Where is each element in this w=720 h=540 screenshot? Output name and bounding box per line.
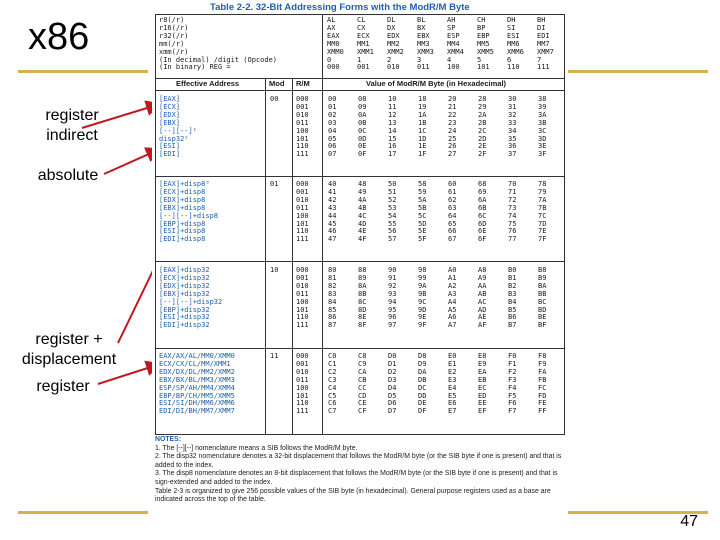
- label-register: register: [36, 378, 90, 395]
- header-rm: R/M: [296, 79, 310, 88]
- header-effective-address: Effective Address: [176, 79, 240, 88]
- label-line: register: [45, 107, 99, 124]
- note-item: 2. The disp32 nomenclature denotes a 32-bit displacement that follows the ModR/M byte (or the SIB byte if one is present) and that is added to the index.: [155, 453, 562, 469]
- hex-column: 10 11 12 13 14 15 16 17: [388, 95, 397, 159]
- hex-column: 58 59 5A 5B 5C 5D 5E 5F: [418, 180, 427, 244]
- hex-column: A0 A1 A2 A3 A4 A5 A6 A7: [448, 266, 457, 330]
- note-item: 3. The disp8 nomenclature denotes an 8-bit displacement that follows the ModR/M byte (or the SIB byte if one is present) and that is sign-extended and added to the index.: [155, 470, 558, 486]
- modrm-table: [155, 14, 565, 435]
- group-mod: 01: [270, 180, 279, 188]
- header-mod: Mod: [269, 79, 285, 88]
- hex-column: 80 81 82 83 84 85 86 87: [328, 266, 337, 330]
- modrm-table-document: [152, 0, 565, 540]
- table-rule: [156, 348, 564, 349]
- hex-column: 40 41 42 43 44 45 46 47: [328, 180, 337, 244]
- hex-column: 18 19 1A 1B 1C 1D 1E 1F: [418, 95, 427, 159]
- hex-column: 70 71 72 73 74 75 76 77: [508, 180, 517, 244]
- hex-column: 00 01 02 03 04 05 06 07: [328, 95, 337, 159]
- group-rm: 000 001 010 011 100 101 110 111: [296, 352, 309, 416]
- group-mod: 00: [270, 95, 279, 103]
- group-addresses: [EAX] [ECX] [EDX] [EBX] [--][--]¹ disp32² [ESI] [EDI]: [159, 95, 197, 159]
- hex-column: 30 31 32 33 34 35 36 37: [508, 95, 517, 159]
- hex-column: D8 D9 DA DB DC DD DE DF: [418, 352, 427, 416]
- table-rule: [156, 176, 564, 177]
- hex-column: E8 E9 EA EB EC ED EE EF: [478, 352, 487, 416]
- table-rule: [322, 15, 323, 434]
- group-addresses: [EAX]+disp8³ [ECX]+disp8 [EDX]+disp8 [EBX]+disp8 [--][--]+disp8 [EBP]+disp8 [ESI]+disp8 [EDI]+disp8: [159, 180, 219, 244]
- hex-column: B0 B1 B2 B3 B4 B5 B6 B7: [508, 266, 517, 330]
- slide-title: x86: [28, 16, 90, 58]
- hex-column: 08 09 0A 0B 0C 0D 0E 0F: [358, 95, 367, 159]
- hex-column: E0 E1 E2 E3 E4 E5 E6 E7: [448, 352, 457, 416]
- label-absolute: absolute: [37, 167, 99, 184]
- hex-column: 98 99 9A 9B 9C 9D 9E 9F: [418, 266, 427, 330]
- reg-column-4: AH SP ESP MM4 XMM4 4 100: [447, 16, 464, 72]
- notes-heading: NOTES:: [155, 436, 182, 443]
- hex-column: F0 F1 F2 F3 F4 F5 F6 F7: [508, 352, 517, 416]
- table-rule: [292, 78, 293, 434]
- table-notes: [155, 436, 565, 505]
- group-rm: 000 001 010 011 100 101 110 111: [296, 180, 309, 244]
- hex-column: 88 89 8A 8B 8C 8D 8E 8F: [358, 266, 367, 330]
- label-line: indirect: [46, 127, 98, 144]
- arrow-register: [98, 364, 160, 384]
- note-item: Table 2-3 is organized to give 256 possible values of the SIB byte (in hexadecimal). General purpose registers used as a base are indicated across the top of the table.: [155, 487, 551, 504]
- hex-column: 68 69 6A 6B 6C 6D 6E 6F: [478, 180, 487, 244]
- hex-column: F8 F9 FA FB FC FD FE FF: [538, 352, 547, 416]
- page-number: 47: [680, 513, 698, 530]
- hex-column: D0 D1 D2 D3 D4 D5 D6 D7: [388, 352, 397, 416]
- group-mod: 11: [270, 352, 279, 360]
- arrow-register-indirect: [82, 104, 160, 128]
- hex-column: 60 61 62 63 64 65 66 67: [448, 180, 457, 244]
- group-addresses: EAX/AX/AL/MM0/XMM0 ECX/CX/CL/MM/XMM1 EDX/DX/DL/MM2/XMM2 EBX/BX/BL/MM3/XMM3 ESP/SP/AH/MM4/XMM4 EBP/BP/CH/MM5/XMM5 ESI/SI/DH/MM6/XMM6 EDI/DI/BH/MM7/XMM7: [159, 352, 235, 416]
- group-rm: 000 001 010 011 100 101 110 111: [296, 266, 309, 330]
- hex-column: 38 39 3A 3B 3C 3D 3E 3F: [538, 95, 547, 159]
- table-rule: [265, 78, 266, 434]
- hex-column: 78 79 7A 7B 7C 7D 7E 7F: [538, 180, 547, 244]
- group-addresses: [EAX]+disp32 [ECX]+disp32 [EDX]+disp32 [EBX]+disp32 [--][--]+disp32 [EBP]+disp32 [ESI]+disp32 [EDI]+disp32: [159, 266, 223, 330]
- reg-column-5: CH BP EBP MM5 XMM5 5 101: [477, 16, 494, 72]
- hex-column: 90 91 92 93 94 95 96 97: [388, 266, 397, 330]
- hex-column: 20 21 22 23 24 25 26 27: [448, 95, 457, 159]
- register-legend: r8(/r) r16(/r) r32(/r) mm(/r) xmm(/r) (In decimal) /digit (Opcode) (In binary) REG =: [159, 16, 278, 72]
- header-value: Value of ModR/M Byte (in Hexadecimal): [366, 79, 507, 88]
- group-mod: 10: [270, 266, 279, 274]
- reg-column-2: DL DX EDX MM2 XMM2 2 010: [387, 16, 404, 72]
- hex-column: B8 B9 BA BB BC BD BE BF: [538, 266, 547, 330]
- hex-column: 48 49 4A 4B 4C 4D 4E 4F: [358, 180, 367, 244]
- hex-column: A8 A9 AA AB AC AD AE AF: [478, 266, 487, 330]
- group-rm: 000 001 010 011 100 101 110 111: [296, 95, 309, 159]
- reg-column-6: DH SI ESI MM6 XMM6 6 110: [507, 16, 524, 72]
- hex-column: 50 51 52 53 54 55 56 57: [388, 180, 397, 244]
- reg-column-7: BH DI EDI MM7 XMM7 7 111: [537, 16, 554, 72]
- table-rule: [156, 90, 564, 91]
- reg-column-3: BL BX EBX MM3 XMM3 3 011: [417, 16, 434, 72]
- reg-column-1: CL CX ECX MM1 XMM1 1 001: [357, 16, 374, 72]
- label-line: register +: [35, 331, 103, 348]
- hex-column: 28 29 2A 2B 2C 2D 2E 2F: [478, 95, 487, 159]
- table-title: Table 2-2. 32-Bit Addressing Forms with the ModR/M Byte: [210, 2, 470, 13]
- table-rule: [156, 261, 564, 262]
- label-line: displacement: [21, 351, 117, 368]
- hex-column: C0 C1 C2 C3 C4 C5 C6 C7: [328, 352, 337, 416]
- note-item: 1. The [--][--] nomenclature means a SIB follows the ModR/M byte.: [155, 444, 358, 452]
- hex-column: C8 C9 CA CB CC CD CE CF: [358, 352, 367, 416]
- reg-column-0: AL AX EAX MM0 XMM0 0 000: [327, 16, 344, 72]
